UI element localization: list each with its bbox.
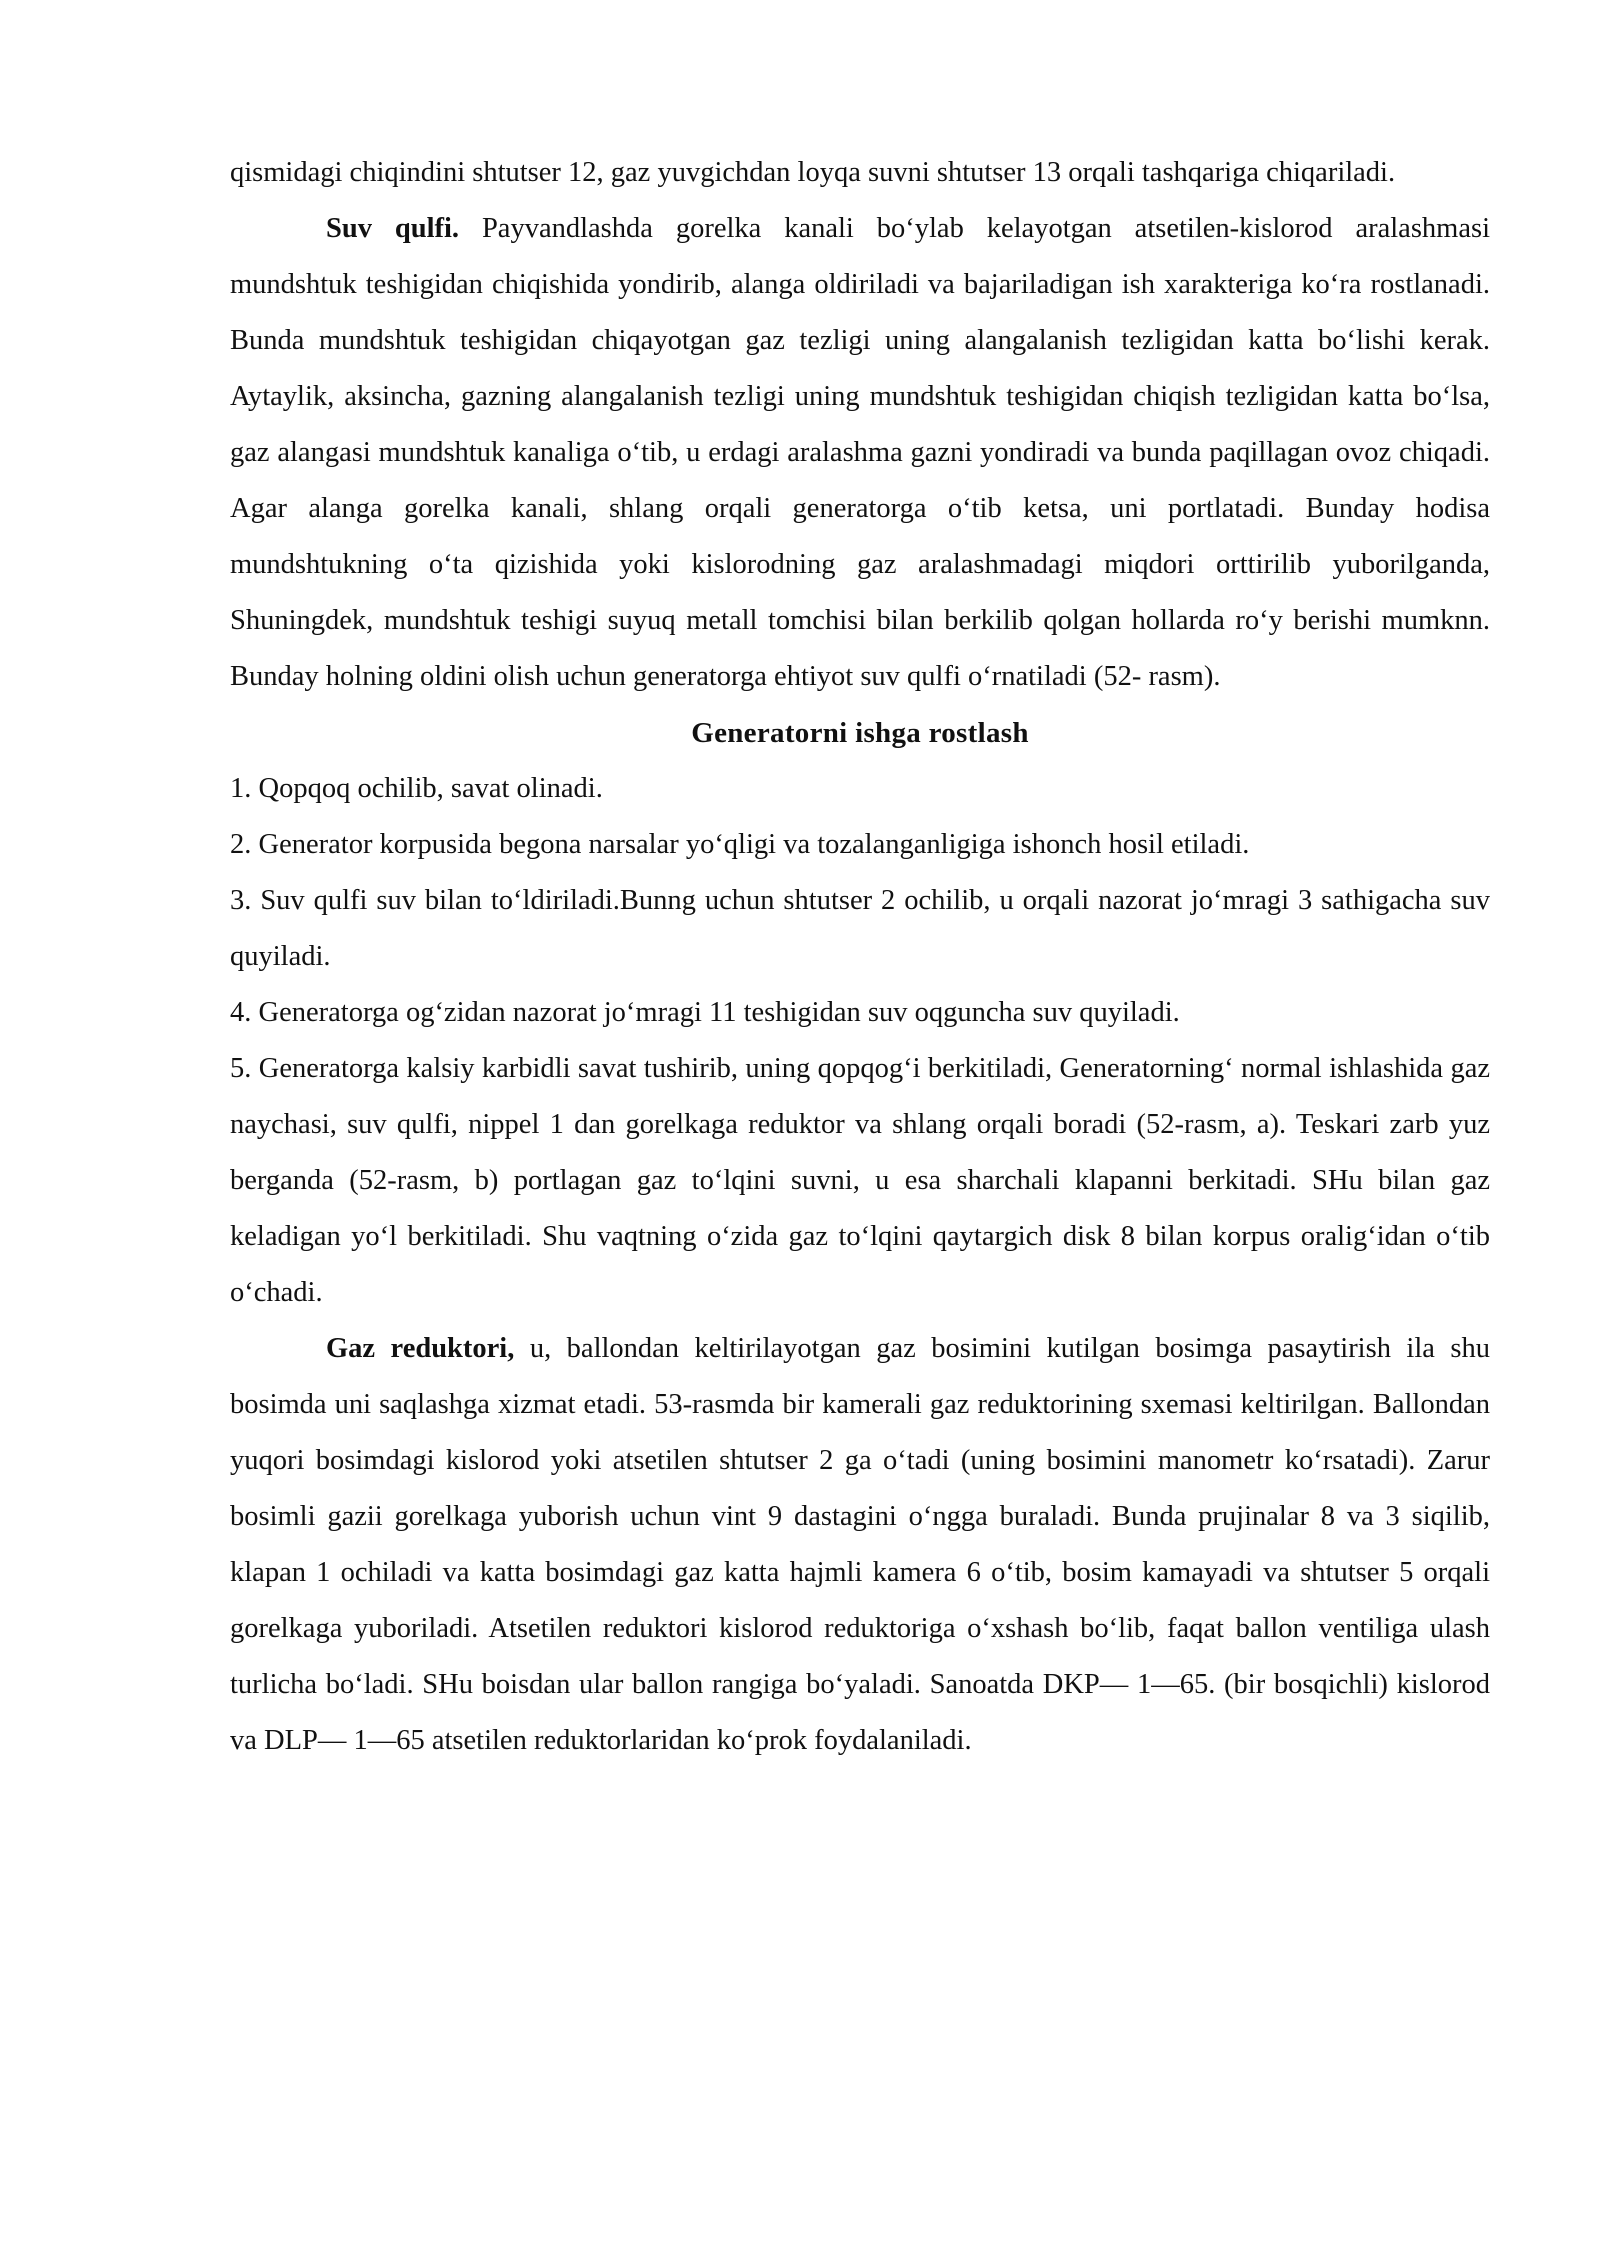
paragraph-water-lock <box>230 201 1490 705</box>
paragraph-continuation: qismidagi chiqindini shtutser 12, gaz yuvgichdan loyqa suvni shtutser 13 orqali tashqariga chiqariladi. <box>230 157 1396 188</box>
setup-steps-list <box>230 761 1490 1321</box>
water-lock-body: Payvandlashda gorelka kanali bo‘ylab kelayotgan atsetilen-kislorod aralashmasi mundshtuk teshigidan chiqishida yondirib, alanga oldiriladi va bajariladigan ish xarakteriga ko‘ra rostlanadi. Bunda mundshtuk teshigidan chiqayotgan gaz tezligi uning alangalanish tezligidan katta bo‘lishi kerak. Aytaylik, aksincha, gazning alangalanish tezligi uning mundshtuk teshigidan chiqish tezligidan katta bo‘lsa, gaz alangasi mundshtuk kanaliga o‘tib, u erdagi aralashma gazni yondiradi va bunda paqillagan ovoz chiqadi. Agar alanga gorelka kanali, shlang orqali generatorga o‘tib ketsa, uni portlatadi. Bunday hodisa mundshtukning o‘ta qizishida yoki kislorodning gaz aralashmadagi miqdori orttirilib yuborilganda, Shuningdek, mundshtuk teshigi suyuq metall tomchisi bilan berkilib qolgan hollarda ro‘y berishi mumknn. Bunday holning oldini olish uchun generatorga ehtiyot suv qulfi o‘rnatiladi (52- rasm). <box>230 213 1491 692</box>
list-item: 5. Generatorga kalsiy karbidli savat tushirib, uning qopqog‘i berkitiladi, Generatorning‘ normal ishlashida gaz naychasi, suv qulfi, nippel 1 dan gorelkaga reduktor va shlang orqali boradi (52-rasm, a). Teskari zarb yuz berganda (52-rasm, b) portlagan gaz to‘lqini suvni, u esa sharchali klapanni berkitadi. SHu bilan gaz keladigan yo‘l berkitiladi. Shu vaqtning o‘zida gaz to‘lqini qaytargich disk 8 bilan korpus oralig‘idan o‘tib o‘chadi. <box>230 1053 1490 1308</box>
document-body <box>230 145 1490 1769</box>
list-item: 1. Qopqoq ochilib, savat olinadi. <box>230 773 603 804</box>
list-item: 2. Generator korpusida begona narsalar yo‘qligi va tozalanganligiga ishonch hosil etiladi. <box>230 829 1250 860</box>
list-item: 3. Suv qulfi suv bilan to‘ldiriladi.Bunng uchun shtutser 2 ochilib, u orqali nazorat jo‘mragi 3 sathigacha suv quyiladi. <box>230 885 1490 972</box>
gas-reducer-body: u, ballondan keltirilayotgan gaz bosimini kutilgan bosimga pasaytirish ila shu bosimda uni saqlashga xizmat etadi. 53-rasmda bir kamerali gaz reduktorining sxemasi keltirilgan. Ballondan yuqori bosimdagi kislorod yoki atsetilen shtutser 2 ga o‘tadi (uning bosimini manometr ko‘rsatadi). Zarur bosimli gazii gorelkaga yuborish uchun vint 9 dastagini o‘ngga buraladi. Bunda prujinalar 8 va 3 siqilib, klapan 1 ochiladi va katta bosimdagi gaz katta hajmli kamera 6 o‘tib, bosim kamayadi va shtutser 5 orqali gorelkaga yuboriladi. Atsetilen reduktori kislorod reduktoriga o‘xshash bo‘lib, faqat ballon ventiliga ulash turlicha bo‘ladi. SHu boisdan ular ballon rangiga bo‘yaladi. Sanoatda DKP— 1—65. (bir bosqichli) kislorod va DLP— 1—65 atsetilen reduktorlaridan ko‘prok foydalaniladi. <box>230 1333 1490 1756</box>
list-item: 4. Generatorga og‘zidan nazorat jo‘mragi 11 teshigidan suv oqguncha suv quyiladi. <box>230 997 1180 1028</box>
water-lock-lead: Suv qulfi. <box>326 213 460 244</box>
section-heading: Generatorni ishga rostlash <box>691 717 1029 749</box>
gas-reducer-lead: Gaz reduktori, <box>326 1333 515 1364</box>
paragraph-gas-reducer <box>230 1321 1490 1769</box>
